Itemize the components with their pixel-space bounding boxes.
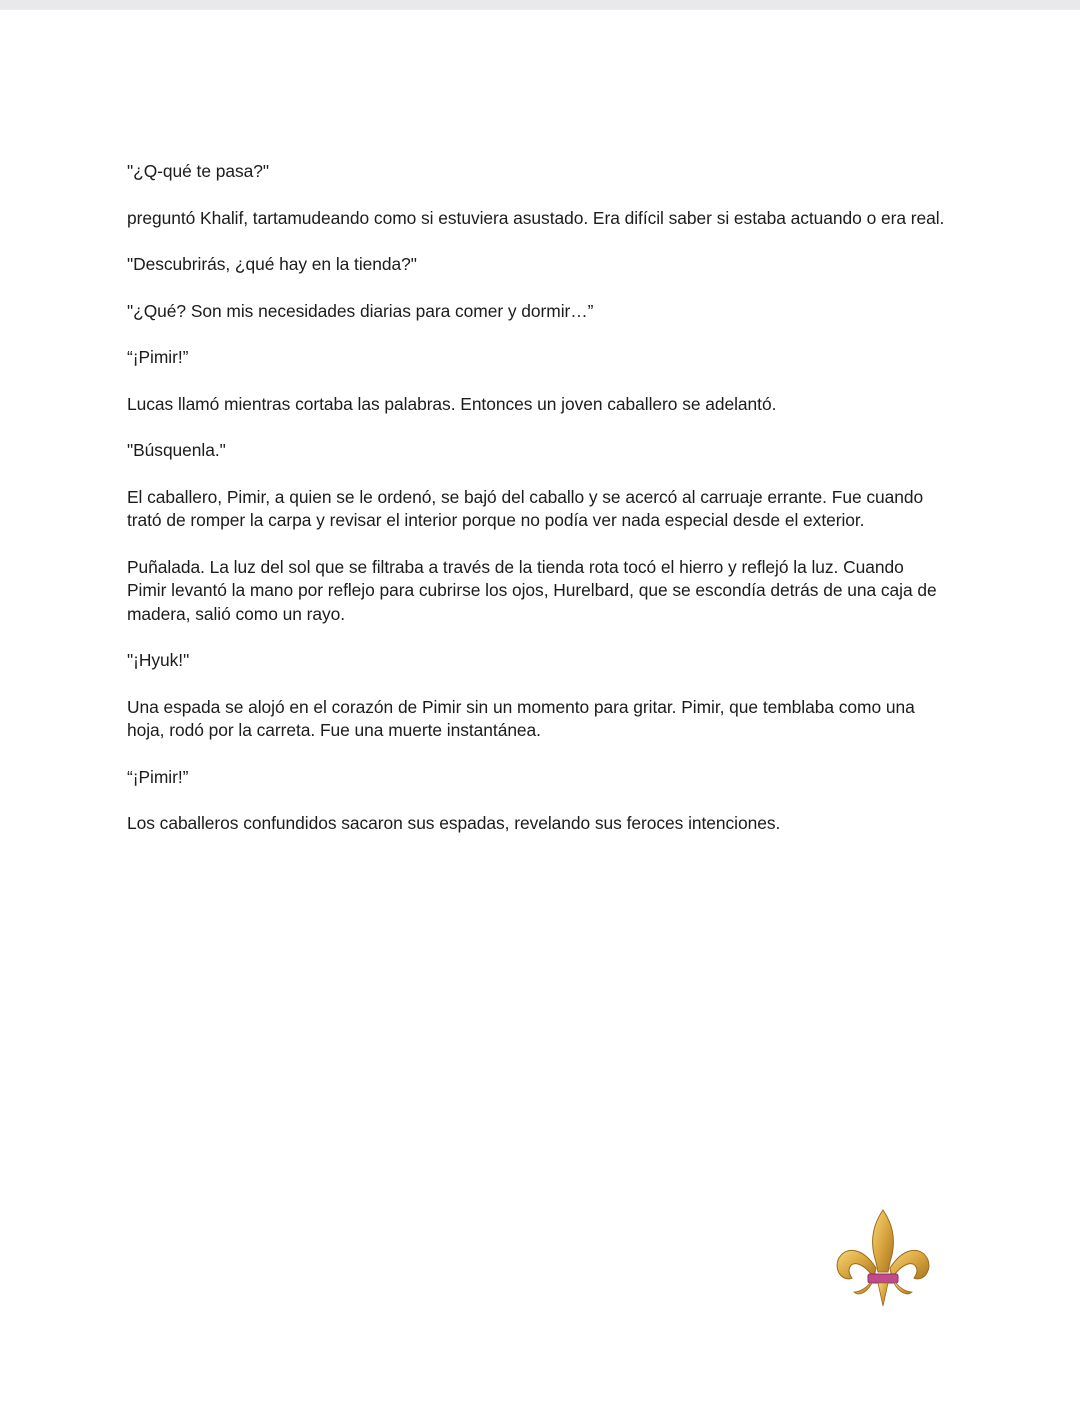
document-page [127, 160, 947, 859]
paragraph-1: "¿Q-qué te pasa?" [127, 161, 270, 181]
paragraph-11: Una espada se alojó en el corazón de Pimir sin un momento para gritar. Pimir, que temblaba como una hoja, rodó por la carreta. Fue una muerte instantánea. [127, 696, 915, 740]
paragraph-5: “¡Pimir!” [127, 347, 189, 367]
paragraph-12: “¡Pimir!” [127, 766, 189, 787]
paragraph-10: "¡Hyuk!" [127, 650, 190, 670]
paragraph-3: "Descubrirás, ¿qué hay en la tienda?" [127, 254, 417, 274]
top-bar [0, 0, 1080, 10]
fleur-de-lis-icon [832, 1206, 934, 1336]
paragraph-7: "Búsquenla." [127, 440, 226, 460]
paragraph-6: Lucas llamó mientras cortaba las palabras. Entonces un joven caballero se adelantó. [127, 393, 777, 414]
paragraph-8: El caballero, Pimir, a quien se le ordenó, se bajó del caballo y se acercó al carruaje errante. Fue cuando trató de romper la carpa y revisar el interior porque no podía ver nada especial desde el exterior. [127, 486, 924, 530]
paragraph-13: Los caballeros confundidos sacaron sus espadas, revelando sus feroces intenciones. [127, 813, 781, 833]
paragraph-2: preguntó Khalif, tartamudeando como si estuviera asustado. Era difícil saber si estaba actuando o era real. [127, 207, 945, 228]
paragraph-4: "¿Qué? Son mis necesidades diarias para comer y dormir…” [127, 300, 594, 321]
logo-center-petal [873, 1210, 894, 1272]
paragraph-9: Puñalada. La luz del sol que se filtraba a través de la tienda rota tocó el hierro y reflejó la luz. Cuando Pimir levantó la mano por reflejo para cubrirse los ojos, Hurelbard, que se escondía detrás de una caja de madera, salió como un rayo. [127, 556, 937, 624]
